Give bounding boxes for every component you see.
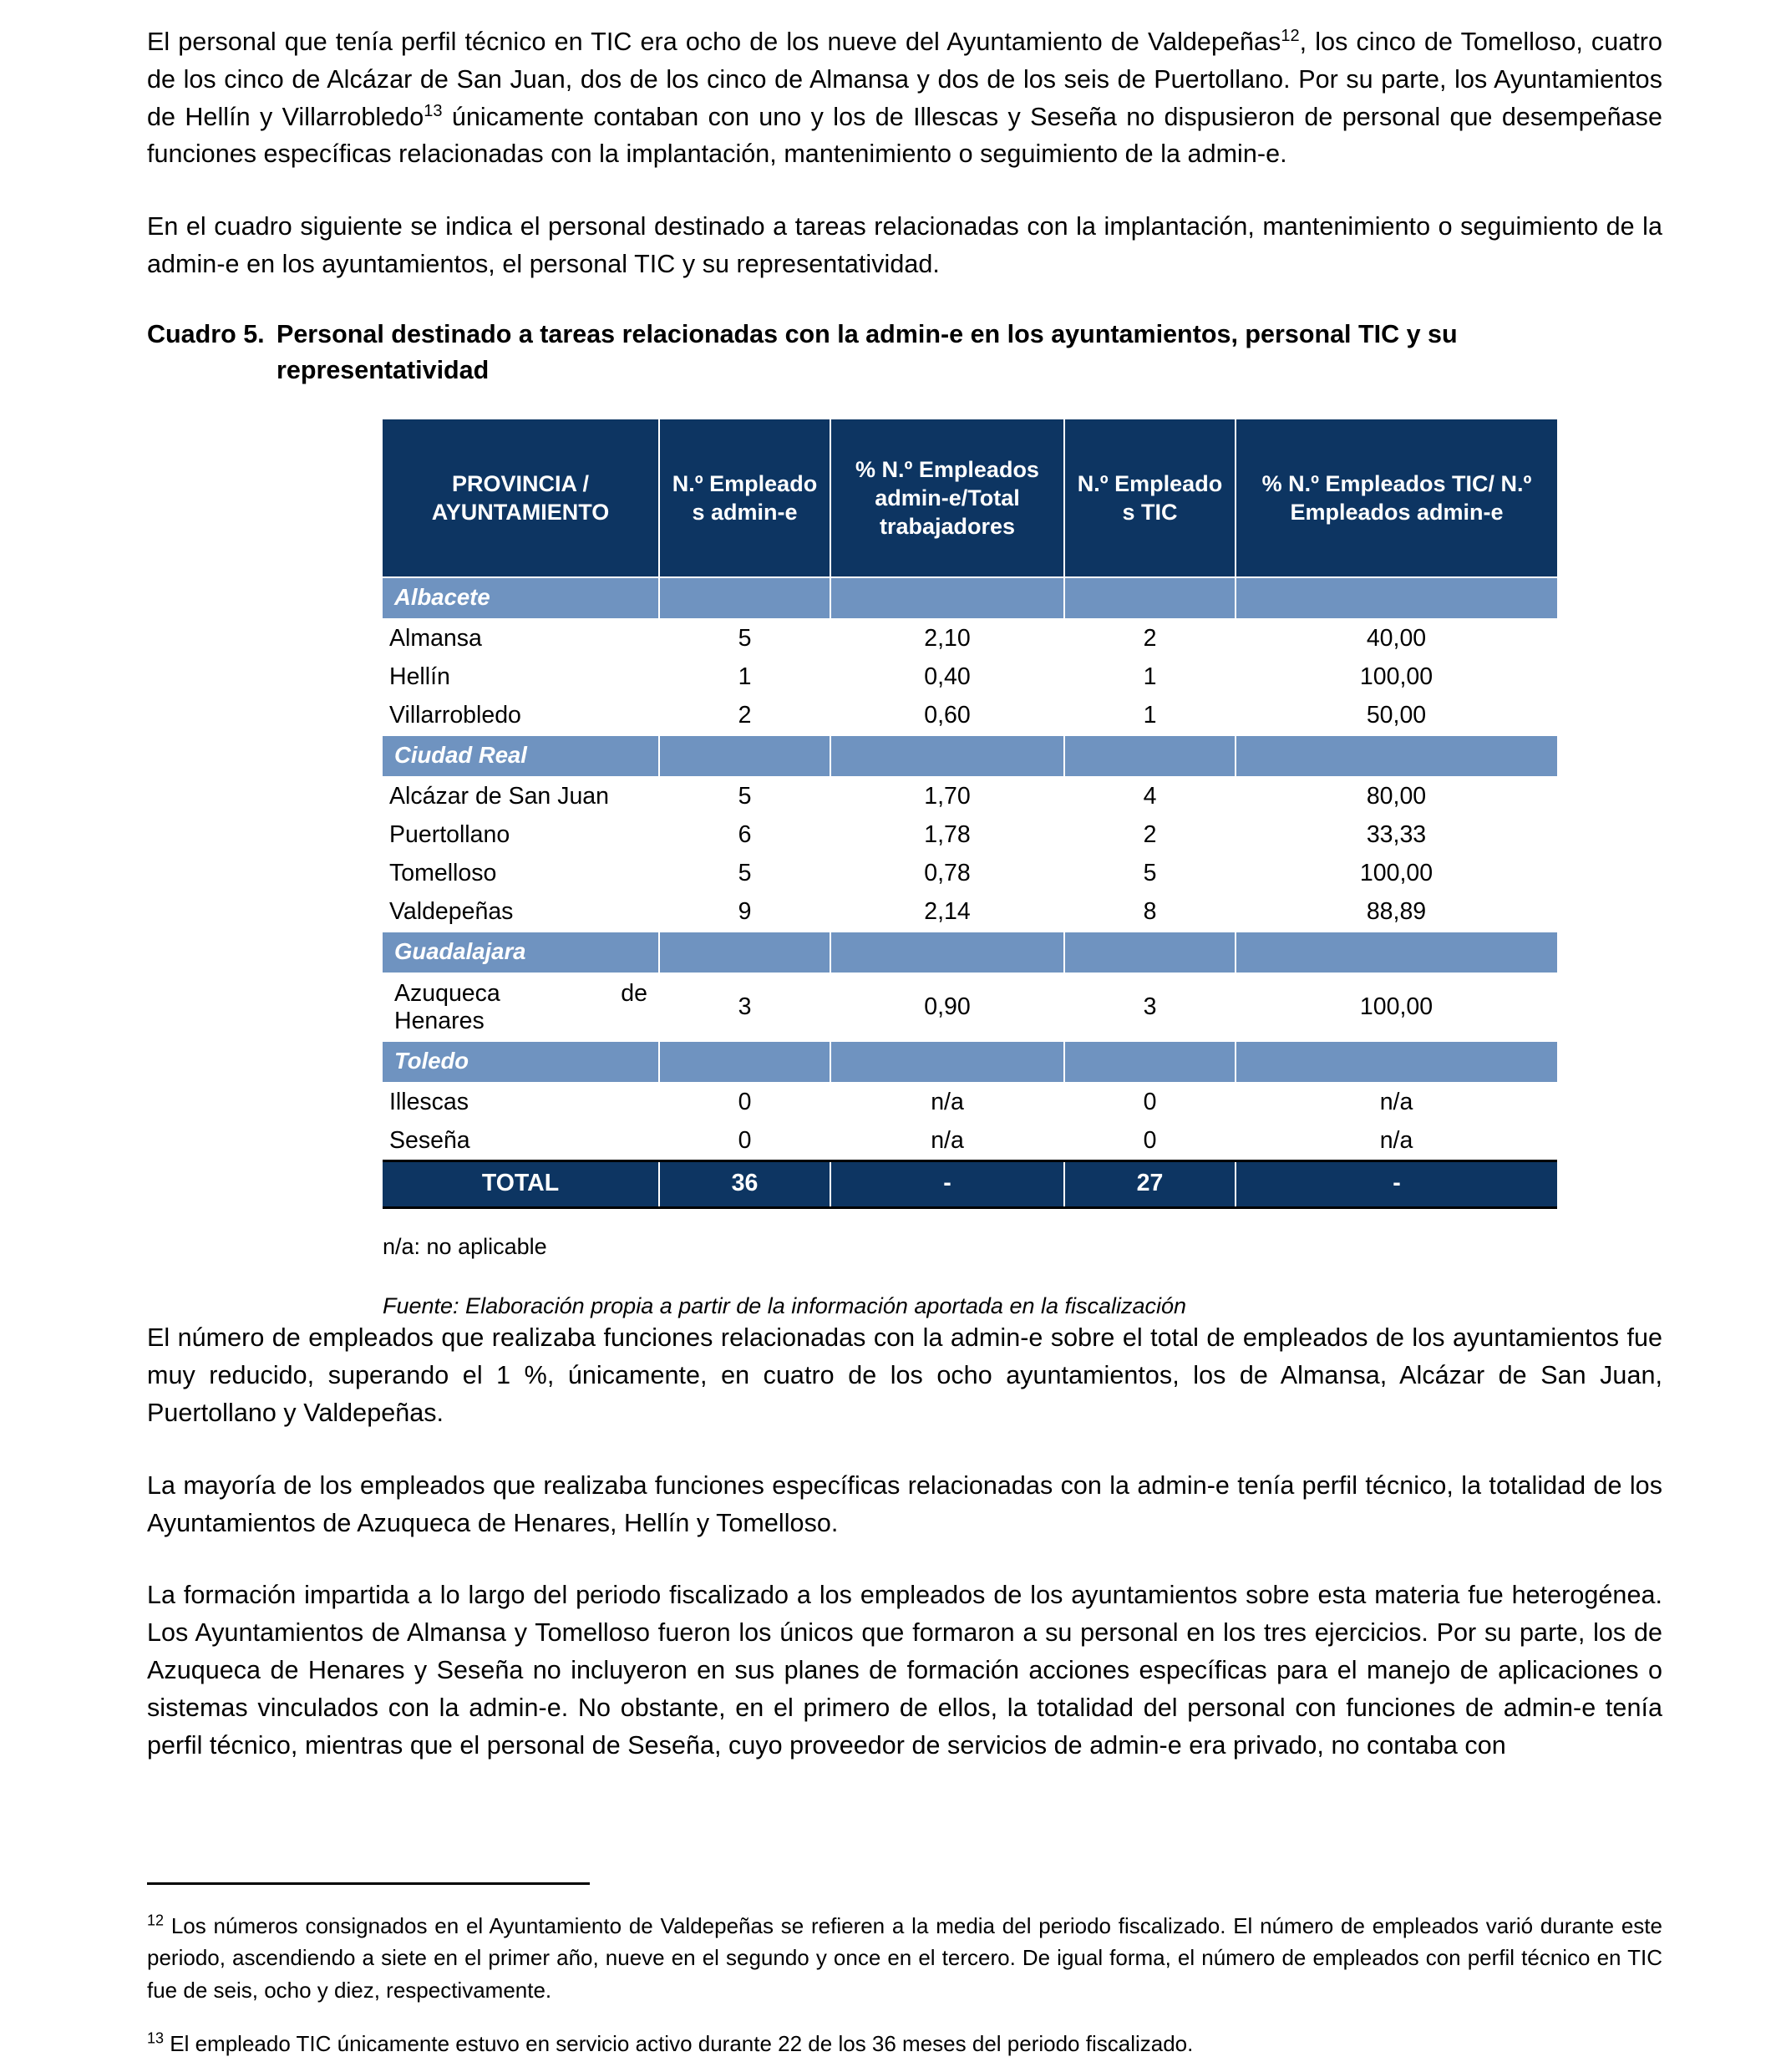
table-caption [147,317,1662,389]
table-group-row [383,932,1557,973]
cell-pct-tic-admin-e: 50,00 [1236,696,1557,735]
table-header-row [383,419,1557,577]
total-pct-admin-e-total: - [830,1161,1064,1208]
footnote-number-13: 13 [147,2029,165,2047]
caption-text: Personal destinado a tareas relacionadas con la admin-e en los ayuntamientos, personal TIC y su representatividad [277,319,1458,385]
cell-pct-tic-admin-e: 88,89 [1236,892,1557,932]
group-spacer [1064,932,1236,973]
cell-empleados-admin-e: 1 [659,658,830,696]
cell-ayuntamiento: Valdepeñas [383,892,659,932]
table-row [383,619,1557,658]
group-spacer [1064,1041,1236,1083]
cell-ayuntamiento: Almansa [383,619,659,658]
cell-empleados-tic: 1 [1064,696,1236,735]
cell-ayuntamiento: Alcázar de San Juan [383,777,659,816]
col-header-provincia-ayuntamiento: PROVINCIA / AYUNTAMIENTO [383,419,659,577]
table-body [383,577,1557,1208]
table-row [383,973,1557,1042]
table-source: Fuente: Elaboración propia a partir de la información aportada en la fiscalización [383,1293,1187,1319]
cell-empleados-admin-e: 0 [659,1122,830,1161]
cell-pct-admin-e-total: 0,78 [830,854,1064,892]
total-empleados-admin-e: 36 [659,1161,830,1208]
group-label: Ciudad Real [383,735,659,777]
cell-empleados-tic: 2 [1064,619,1236,658]
cell-empleados-tic: 5 [1064,854,1236,892]
group-spacer [1236,735,1557,777]
cell-empleados-admin-e: 0 [659,1083,830,1122]
cell-ayuntamiento: Villarrobledo [383,696,659,735]
cell-pct-tic-admin-e: 80,00 [1236,777,1557,816]
cell-pct-tic-admin-e: 100,00 [1236,854,1557,892]
cell-pct-admin-e-total: 0,40 [830,658,1064,696]
group-spacer [830,735,1064,777]
total-pct-tic-admin-e: - [1236,1161,1557,1208]
footnote-marker-13[interactable]: 13 [424,101,443,120]
table-group-row [383,1041,1557,1083]
cell-empleados-admin-e: 9 [659,892,830,932]
table-row [383,658,1557,696]
cell-pct-admin-e-total: 2,10 [830,619,1064,658]
personal-admin-e-table [383,419,1557,1210]
footnote-13: $^{13}$ El empleado TIC únicamente estuvo en servicio activo durante 22 de los 36 meses del periodo fiscalizado. [147,2029,1194,2057]
cell-empleados-admin-e: 6 [659,815,830,854]
cell-empleados-admin-e: 5 [659,777,830,816]
table-group-row [383,735,1557,777]
cell-pct-tic-admin-e: 33,33 [1236,815,1557,854]
caption-label: Cuadro 5. [147,319,265,348]
group-spacer [659,577,830,619]
paragraph-4: La mayoría de los empleados que realizaba funciones específicas relacionadas con la admin-e tenía perfil técnico, la totalidad de los Ayuntamientos de Azuqueca de Henares, Hellín y Tomelloso. [147,1470,1662,1537]
cell-pct-admin-e-total: n/a [830,1083,1064,1122]
table-row [383,815,1557,854]
table-note: n/a: no aplicable [383,1234,547,1260]
cell-ayuntamiento: Seseña [383,1122,659,1161]
cell-ayuntamiento: Puertollano [383,815,659,854]
cell-pct-tic-admin-e: 100,00 [1236,658,1557,696]
cell-empleados-admin-e: 5 [659,854,830,892]
table-header [383,419,1557,577]
cell-ayuntamiento: Illescas [383,1083,659,1122]
table-row [383,696,1557,735]
cell-pct-tic-admin-e: n/a [1236,1122,1557,1161]
group-spacer [1064,735,1236,777]
cell-empleados-admin-e: 3 [659,973,830,1042]
cell-empleados-tic: 8 [1064,892,1236,932]
col-header-pct-empleados-tic: % N.º Empleados TIC/ N.º Empleados admin-e [1236,419,1557,577]
table-container [383,419,1557,1210]
group-spacer [1064,577,1236,619]
group-spacer [830,1041,1064,1083]
table-row [383,1122,1557,1161]
col-header-pct-empleados-admin-e-total: % N.º Empleados admin-e/Total trabajadores [830,419,1064,577]
footnotes-area [147,1910,1662,2060]
cell-pct-tic-admin-e: 100,00 [1236,973,1557,1042]
cell-pct-admin-e-total: 0,90 [830,973,1064,1042]
cell-pct-tic-admin-e: 40,00 [1236,619,1557,658]
group-spacer [659,932,830,973]
cell-empleados-tic: 0 [1064,1122,1236,1161]
col-header-n-empleados-admin-e: N.º Empleado s admin-e [659,419,830,577]
total-label: TOTAL [383,1161,659,1208]
cell-ayuntamiento: Hellín [383,658,659,696]
cell-empleados-tic: 1 [1064,658,1236,696]
group-spacer [1236,932,1557,973]
table-row [383,892,1557,932]
cell-empleados-tic: 4 [1064,777,1236,816]
table-total-row [383,1161,1557,1208]
table-row [383,777,1557,816]
col-header-n-empleados-tic: N.º Empleado s TIC [1064,419,1236,577]
group-label: Albacete [383,577,659,619]
group-label: Guadalajara [383,932,659,973]
cell-pct-admin-e-total: 1,70 [830,777,1064,816]
cell-empleados-tic: 2 [1064,815,1236,854]
cell-pct-tic-admin-e: n/a [1236,1083,1557,1122]
paragraph-2: En el cuadro siguiente se indica el personal destinado a tareas relacionadas con la implantación, mantenimiento o seguimiento de la admin-e en los ayuntamientos, el personal TIC y su representatividad. [147,212,1662,279]
group-spacer [1236,1041,1557,1083]
cell-ayuntamiento: Azuqueca de Henares [383,973,659,1042]
cell-pct-admin-e-total: 1,78 [830,815,1064,854]
footnote-marker-12[interactable]: 12 [1281,26,1300,45]
footnote-12: $^{12}$ Los números consignados en el Ayuntamiento de Valdepeñas se refieren a la media del periodo fiscalizado. El número de empleados varió durante este periodo, ascendiendo a siete en el primer año, nueve en el segundo y once en el tercero. De igual forma, el número de empleados con perfil técnico en TIC fue de seis, ocho y diez, respectivamente. [147,1912,1662,2003]
table-row [383,1083,1557,1122]
group-spacer [659,735,830,777]
total-empleados-tic: 27 [1064,1161,1236,1208]
cell-empleados-tic: 0 [1064,1083,1236,1122]
paragraph-3: El número de empleados que realizaba funciones relacionadas con la admin-e sobre el total de empleados de los ayuntamientos fue muy reducido, superando el 1 %, únicamente, en cuatro de los ocho ayuntamientos, los de Almansa, Alcázar de San Juan, Puertollano y Valdepeñas. [147,1323,1662,1427]
cell-empleados-admin-e: 2 [659,696,830,735]
cell-ayuntamiento: Tomelloso [383,854,659,892]
cell-empleados-tic: 3 [1064,973,1236,1042]
cell-empleados-admin-e: 5 [659,619,830,658]
footnote-number-12: 12 [147,1912,165,1929]
table-group-row [383,577,1557,619]
paragraph-5: La formación impartida a lo largo del periodo fiscalizado a los empleados de los ayuntamientos sobre esta materia fue heterogénea. Los Ayuntamientos de Almansa y Tomelloso fueron los únicos que formaron a su personal en los tres ejercicios. Por su parte, los de Azuqueca de Henares y Seseña no incluyeron en sus planes de formación acciones específicas para el manejo de aplicaciones o sistemas vinculados con la admin-e. No obstante, en el primero de ellos, la totalidad del personal con funciones de admin-e tenía perfil técnico, mientras que el personal de Seseña, cuyo proveedor de servicios de admin-e era privado, no contaba con [147,1581,1662,1760]
table-row [383,854,1557,892]
group-label: Toledo [383,1041,659,1083]
footnote-separator [147,1882,590,1885]
cell-pct-admin-e-total: 0,60 [830,696,1064,735]
group-spacer [830,932,1064,973]
paragraph-1: El personal que tenía perfil técnico en TIC era ocho de los nueve del Ayuntamiento de Valdepeñas$^{12}$, los cinco de Tomelloso, cuatro de los cinco de Alcázar de San Juan, dos de los cinco de Almansa y dos de los seis de Puertollano. Por su parte, los Ayuntamientos de Hellín y Villarrobledo$^{13}$ únicamente contaban con uno y los de Illescas y Seseña no dispusieron de personal que desempeñase funciones específicas relacionadas con la implantación, mantenimiento o seguimiento de la admin-e. [147,26,1662,169]
group-spacer [830,577,1064,619]
cell-pct-admin-e-total: n/a [830,1122,1064,1161]
group-spacer [1236,577,1557,619]
group-spacer [659,1041,830,1083]
cell-pct-admin-e-total: 2,14 [830,892,1064,932]
